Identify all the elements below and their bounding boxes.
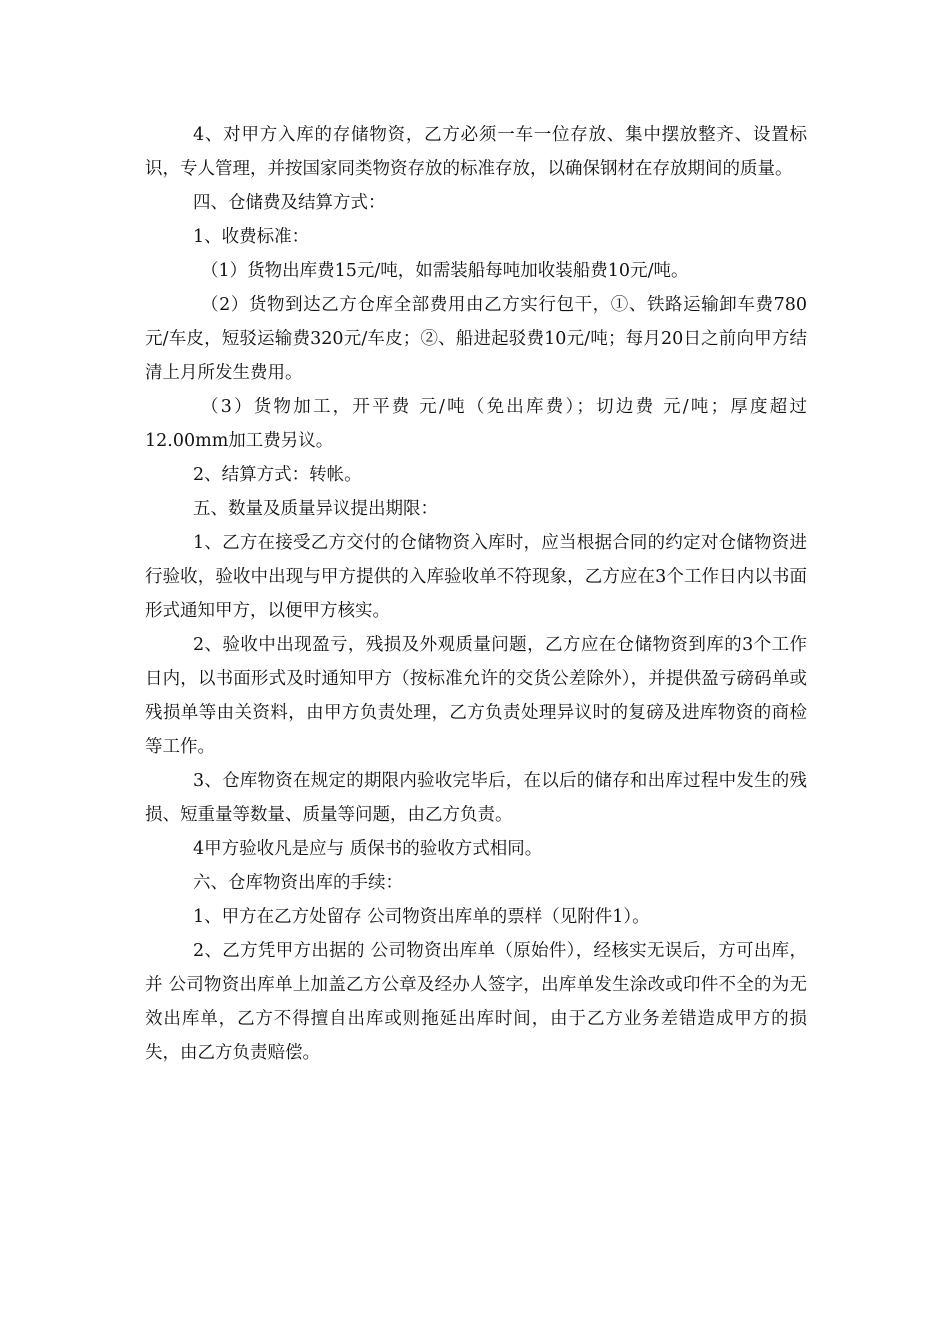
paragraph-discrepancy-handling: 2、验收中出现盈亏，残损及外观质量问题，乙方应在仓储物资到库的3个工作日内，以书面形式及时通知甲方（按标准允许的交货公差除外），并提供盈亏磅码单或残损单等由关资料，由甲方负责处理，乙方负责处理异议时的复磅及进库物资的商检等工作。 — [145, 635, 807, 757]
section-heading-objection-period: 五、数量及质量异议提出期限： — [193, 499, 438, 519]
section-heading-fees-settlement: 四、仓储费及结算方式： — [193, 193, 386, 213]
paragraph-post-inspection-liability: 3、仓库物资在规定的期限内验收完毕后，在以后的储存和出库过程中发生的残损、短重量等数量、质量等问题，由乙方负责。 — [145, 771, 807, 825]
paragraph-settlement-method: 2、结算方式：转帐。 — [193, 465, 362, 485]
paragraph-inbound-inspection: 1、乙方在接受乙方交付的仓储物资入库时，应当根据合同的约定对仓储物资进行验收，验收中出现与甲方提供的入库验收单不符现象，乙方应在3个工作日内以书面形式通知甲方，以便甲方核实。 — [145, 533, 807, 621]
subheading-fee-standard: 1、收费标准： — [193, 227, 310, 247]
paragraph-inspection-method: 4甲方验收凡是应与 质保书的验收方式相同。 — [193, 839, 543, 859]
paragraph-processing-fees: （3）货物加工，开平费 元/吨（免出库费）；切边费 元/吨；厚度超过12.00mm加工费另议。 — [145, 397, 807, 451]
paragraph-arrival-fees: （2）货物到达乙方仓库全部费用由乙方实行包干，①、铁路运输卸车费780元/车皮，短驳运输费320元/车皮；②、船进起驳费10元/吨；每月20日之前向甲方结清上月所发生费用。 — [145, 295, 807, 383]
paragraph-outbound-fee: （1）货物出库费15元/吨，如需装船每吨加收装船费10元/吨。 — [201, 261, 689, 281]
paragraph-ticket-sample: 1、甲方在乙方处留存 公司物资出库单的票样（见附件1）。 — [193, 907, 650, 927]
document-body — [145, 118, 807, 1070]
paragraph-storage-requirements: 4、对甲方入库的存储物资，乙方必须一车一位存放、集中摆放整齐、设置标识，专人管理，并按国家同类物资存放的标准存放，以确保钢材在存放期间的质量。 — [145, 125, 807, 179]
paragraph-outbound-release: 2、乙方凭甲方出据的 公司物资出库单（原始件），经核实无误后，方可出库，并 公司物资出库单上加盖乙方公章及经办人签字，出库单发生涂改或印件不全的为无效出库单，乙方不得擅自出库或则拖延出库时间，由于乙方业务差错造成甲方的损失，由乙方负责赔偿。 — [145, 941, 807, 1063]
section-heading-outbound-procedure: 六、仓库物资出库的手续： — [193, 873, 403, 893]
